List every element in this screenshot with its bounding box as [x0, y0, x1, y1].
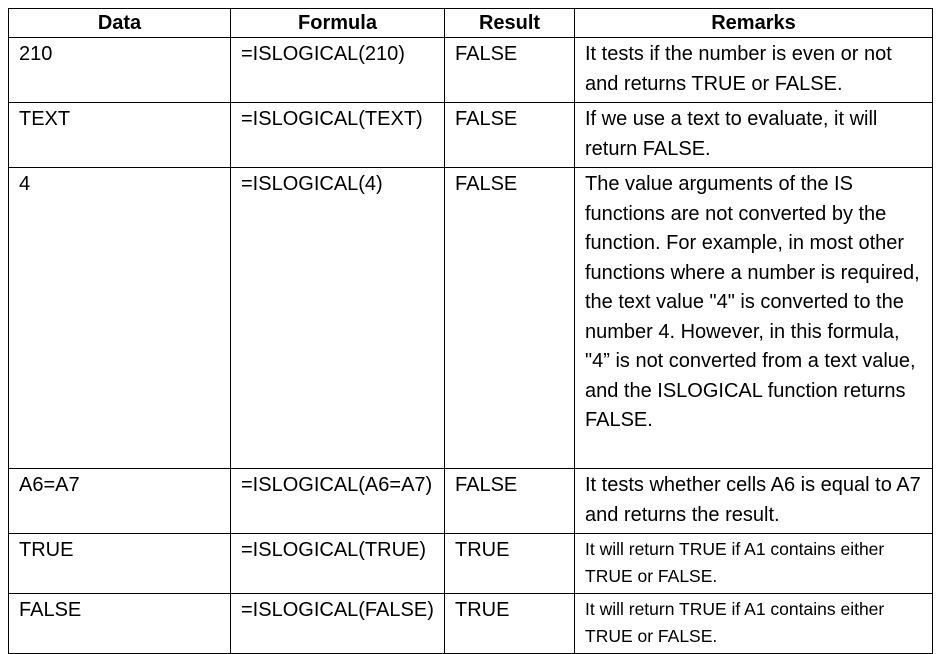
- result-cell: TRUE: [445, 534, 575, 594]
- data-cell: 4: [9, 168, 231, 469]
- table-row: [9, 534, 933, 594]
- remarks-cell: It will return TRUE if A1 contains either TRUE or FALSE.: [575, 534, 933, 594]
- remarks-cell: It tests if the number is even or not and returns TRUE or FALSE.: [575, 38, 933, 103]
- formula-cell: =ISLOGICAL(FALSE): [231, 594, 445, 654]
- header-formula: Formula: [231, 9, 445, 38]
- table-header: [9, 9, 933, 38]
- header-remarks: Remarks: [575, 9, 933, 38]
- table-row: [9, 103, 933, 168]
- result-cell: FALSE: [445, 469, 575, 534]
- formula-cell: =ISLOGICAL(4): [231, 168, 445, 469]
- result-cell: FALSE: [445, 103, 575, 168]
- header-data: Data: [9, 9, 231, 38]
- data-cell: TEXT: [9, 103, 231, 168]
- result-cell: TRUE: [445, 594, 575, 654]
- data-cell: 210: [9, 38, 231, 103]
- data-cell: FALSE: [9, 594, 231, 654]
- remarks-cell: It tests whether cells A6 is equal to A7 and returns the result.: [575, 469, 933, 534]
- remarks-cell: It will return TRUE if A1 contains either TRUE or FALSE.: [575, 594, 933, 654]
- formula-cell: =ISLOGICAL(TRUE): [231, 534, 445, 594]
- formula-cell: =ISLOGICAL(A6=A7): [231, 469, 445, 534]
- data-cell: TRUE: [9, 534, 231, 594]
- formula-cell: =ISLOGICAL(210): [231, 38, 445, 103]
- result-cell: FALSE: [445, 168, 575, 469]
- table-row: [9, 469, 933, 534]
- table-body: [9, 38, 933, 654]
- table-row: [9, 594, 933, 654]
- remarks-cell: If we use a text to evaluate, it will return FALSE.: [575, 103, 933, 168]
- remarks-cell: The value arguments of the IS functions are not converted by the function. For example, in most other functions where a number is required, the text value "4" is converted to the number 4. However, in this formula, "4” is not converted from a text value, and the ISLOGICAL function returns FALSE.: [575, 168, 933, 469]
- table-row: [9, 38, 933, 103]
- header-row: [9, 9, 933, 38]
- table-row: [9, 168, 933, 469]
- formula-cell: =ISLOGICAL(TEXT): [231, 103, 445, 168]
- islogical-examples-table: [8, 8, 933, 654]
- header-result: Result: [445, 9, 575, 38]
- result-cell: FALSE: [445, 38, 575, 103]
- data-cell: A6=A7: [9, 469, 231, 534]
